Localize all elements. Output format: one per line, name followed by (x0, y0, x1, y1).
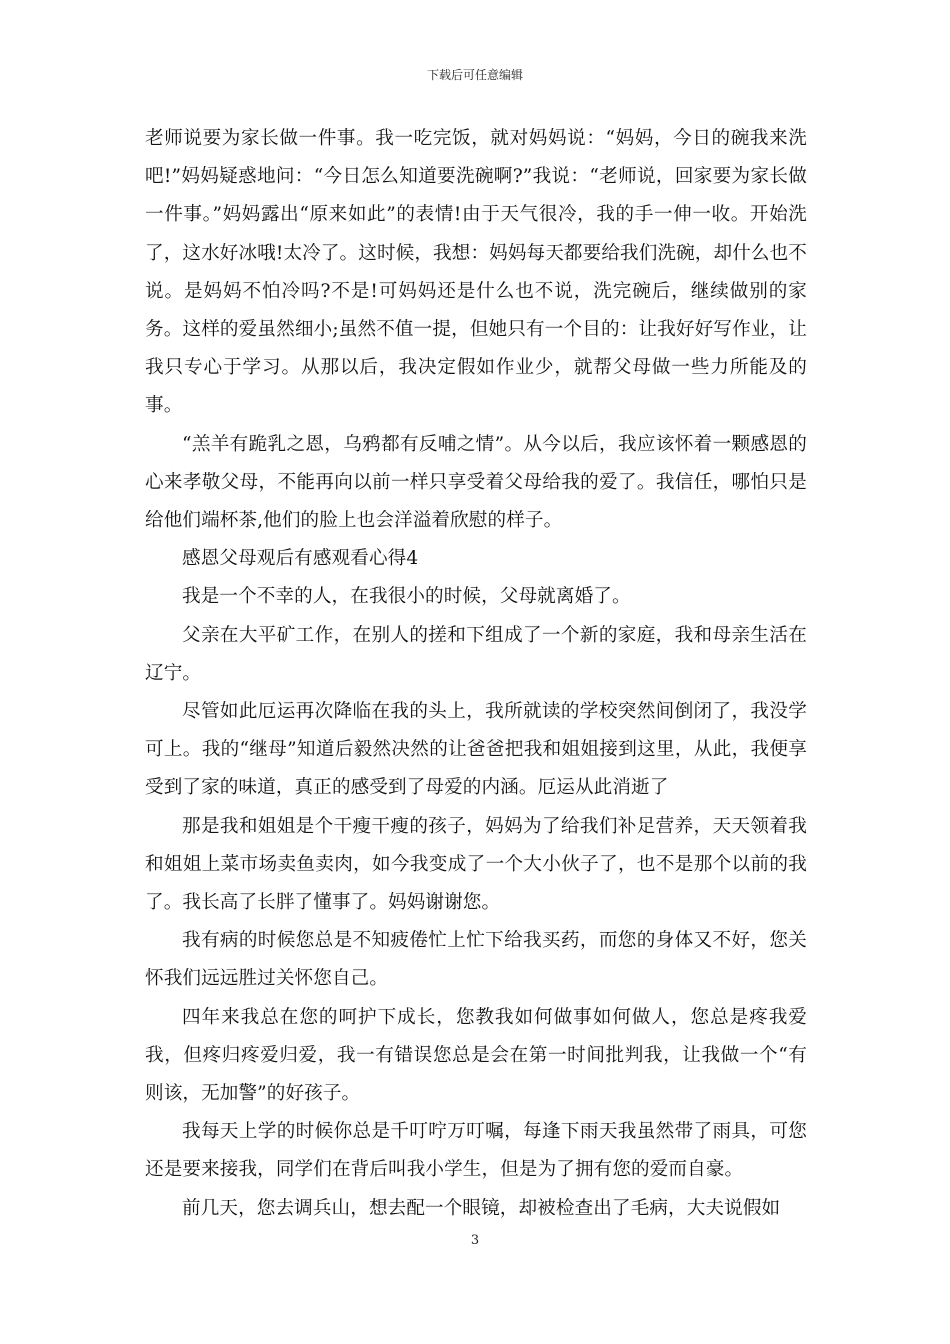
paragraph: 父亲在大平矿工作，在别人的搓和下组成了一个新的家庭，我和母亲生活在辽宁。 (145, 624, 807, 684)
paragraph: 尽管如此厄运再次降临在我的头上，我所就读的学校突然间倒闭了，我没学可上。我的“继母”知道后毅然决然的让爸爸把我和姐姐接到这里，从此，我便享受到了家的味道，真正的感受到了母爱的内涵。厄运从此消逝了 (145, 701, 807, 799)
page-number: 3 (470, 1233, 480, 1248)
paragraph: 我有病的时候您总是不知疲倦忙上忙下给我买药，而您的身体又不好，您关怀我们远远胜过关怀您自己。 (145, 930, 807, 990)
section-heading: 感恩父母观后有感观看心得4 (182, 548, 419, 570)
document-body (145, 120, 807, 1228)
paragraph: 我每天上学的时候你总是千叮咛万叮嘱，每逢下雨天我虽然带了雨具，可您还是要来接我，同学们在背后叫我小学生，但是为了拥有您的爱而自豪。 (145, 1121, 807, 1181)
paragraph: 我是一个不幸的人，在我很小的时候，父母就离婚了。 (182, 586, 631, 608)
paragraph: “羔羊有跪乳之恩，乌鸦都有反哺之情”。从今以后，我应该怀着一颗感恩的心来孝敬父母，不能再向以前一样只享受着父母给我的爱了。我信任，哪怕只是给他们端杯茶,他们的脸上也会洋溢着欣慰的样子。 (145, 433, 807, 532)
paragraph: 四年来我总在您的呵护下成长，您教我如何做事如何做人，您总是疼我爱我，但疼归疼爱归爱，我一有错误您总是会在第一时间批判我，让我做一个“有则该，无加警”的好孩子。 (145, 1006, 807, 1105)
paragraph: 前几天，您去调兵山，想去配一个眼镜，却被检查出了毛病，大夫说假如 (182, 1197, 781, 1219)
page-header: 下载后可任意编辑 (426, 68, 523, 82)
paragraph: 老师说要为家长做一件事。我一吃完饭，就对妈妈说：“妈妈，今日的碗我来洗吧!”妈妈疑惑地问：“今日怎么知道要洗碗啊?”我说：“老师说，回家要为家长做一件事。”妈妈露出“原来如此”的表情!由于天气很冷，我的手一伸一收。开始洗了，这水好冰哦!太冷了。这时候，我想：妈妈每天都要给我们洗碗，却什么也不说。是妈妈不怕冷吗?不是!可妈妈还是什么也不说，洗完碗后，继续做别的家务。这样的爱虽然细小;虽然不值一提，但她只有一个目的：让我好好写作业，让我只专心于学习。从那以后，我决定假如作业少，就帮父母做一些力所能及的事。 (145, 128, 807, 417)
paragraph: 那是我和姐姐是个干瘦干瘦的孩子，妈妈为了给我们补足营养，天天领着我和姐姐上菜市场卖鱼卖肉，如今我变成了一个大小伙子了，也不是那个以前的我了。我长高了长胖了懂事了。妈妈谢谢您。 (145, 815, 807, 914)
